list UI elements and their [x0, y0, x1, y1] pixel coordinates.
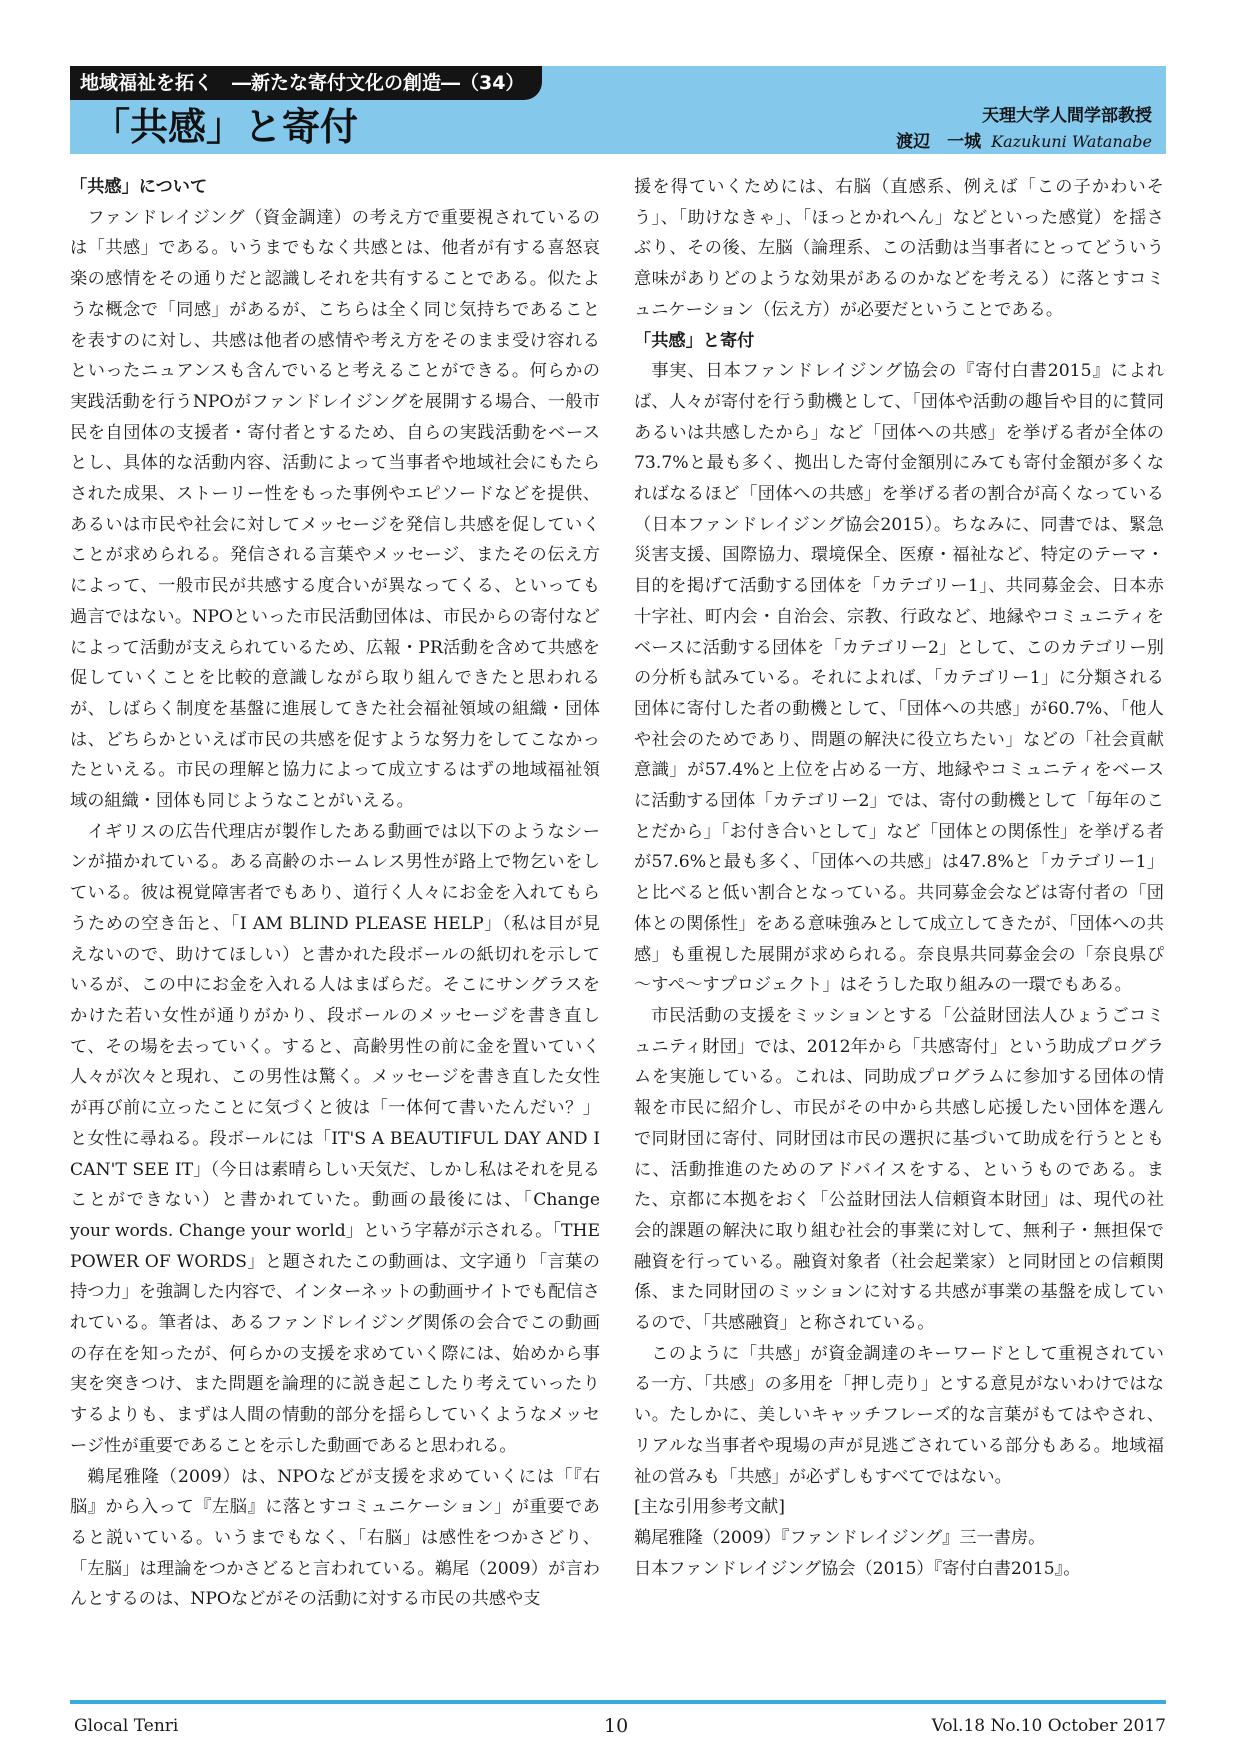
section-heading: 「共感」と寄付 — [634, 330, 755, 351]
paragraph: イギリスの広告代理店が製作したある動画では以下のようなシーンが描かれている。ある高齢のホームレス男性が路上で物乞いをしている。彼は視覚障害者でもあり、道行く人々にお金を入れてもらうための空き缶と、「I AM BLIND PLEASE HELP」（私は目が見えないので、助けてほしい）と書かれた段ボールの紙切れを示しているが、この中にお金を入れる人はまばらだ。そこにサングラスをかけた若い女性が通りがかり、段ボールのメッセージを書き直して、その場を去っていく。すると、高齢男性の前に金を置いていく人々が次々と現れ、この男性は驚く。メッセージを書き直した女性が再び前に立ったことに気づくと彼は「一体何て書いたんだい？」と女性に尋ねる。段ボールには「IT'S A BEAUTIFUL DAY AND I CAN'T SEE IT」（今日は素晴らしい天気だ、しかし私はそれを見ることができない）と書かれていた。動画の最後には、「Change your words. Change your world」という字幕が示される。「THE POWER OF WORDS」と題されたこの動画は、文字通り「言葉の持つ力」を強調した内容で、インターネットの動画サイトでも配信されている。筆者は、あるファンドレイジング関係の会合でこの動画の存在を知ったが、何らかの支援を求めていく際には、始めから事実を突きつけ、また問題を論理的に説き起こしたり考えていったりするよりも、まずは人間の情動的部分を揺らしていくようなメッセージ性が重要であることを示した動画であると思われる。 — [70, 821, 600, 1456]
paragraph: 事実、日本ファンドレイジング協会の『寄付白書2015』によれば、人々が寄付を行う動機として、「団体や活動の趣旨や目的に賛同あるいは共感したから」など「団体への共感」を挙げる者が全体の73.7%と最も多く、拠出した寄付金額別にみても寄付金額が多くなればなるほど「団体への共感」を挙げる者の割合が高くなっている（日本ファンドレイジング協会2015）。ちなみに、同書では、緊急災害支援、国際協力、環境保全、医療・福祉など、特定のテーマ・目的を掲げて活動する団体を「カテゴリー1」、共同募金会、日本赤十字社、町内会・自治会、宗教、行政など、地縁やコミュニティをベースに活動する団体を「カテゴリー2」として、このカテゴリー別の分析も試みている。それによれば、「カテゴリー1」に分類される団体に寄付した者の動機として、「団体への共感」が60.7%、「他人や社会のためであり、問題の解決に役立ちたい」などの「社会貢献意識」が57.4%と上位を占める一方、地縁やコミュニティをベースに活動する団体「カテゴリー2」では、寄付の動機として「毎年のことだから」「お付き合いとして」など「団体との関係性」を挙げる者が57.6%と最も多く、「団体への共感」は47.8%と「カテゴリー1」と比べると低い割合となっている。共同募金会などは寄付者の「団体との関係性」をある意味強みとして成立してきたが、「団体への共感」も重視した展開が求められる。奈良県共同募金会の「奈良県ぴ～すぺ～すプロジェクト」はそうした取り組みの一環でもある。 — [634, 361, 1164, 996]
author-block — [896, 104, 1152, 155]
left-column — [70, 172, 600, 1615]
author-name-line — [896, 129, 1152, 155]
author-name-en: Kazukuni Watanabe — [991, 132, 1152, 151]
paragraph: ファンドレイジング（資金調達）の考え方で重要視されているのは「共感」である。いうまでもなく共感とは、他者が有する喜怒哀楽の感情をその通りだと認識しそれを共有することである。似たような概念で「同感」があるが、こちらは全く同じ気持ちであることを表すのに対し、共感は他者の感情や考え方をそのまま受け容れるといったニュアンスも含んでいると考えることができる。何らかの実践活動を行うNPOがファンドレイジングを展開する場合、一般市民を自団体の支援者・寄付者とするため、自らの実践活動をベースとし、具体的な活動内容、活動によって当事者や地域社会にもたらされた成果、ストーリー性をもった事例やエピソードなどを提供、あるいは市民や社会に対してメッセージを発信し共感を促していくことが求められる。発信される言葉やメッセージ、またその伝え方によって、一般市民が共感する度合いが異なってくる、といっても過言ではない。NPOといった市民活動団体は、市民からの寄付などによって活動が支えられているため、広報・PR活動を含めて共感を促していくことを比較的意識しながら取り組んできたと思われるが、しばらく制度を基盤に進展してきた社会福祉領域の組織・団体は、どちらかといえば市民の共感を促すような努力をしてこなかったといえる。市民の理解と協力によって成立するはずの地域福祉領域の組織・団体も同じようなことがいえる。 — [70, 207, 600, 812]
section-heading: 「共感」について — [70, 177, 208, 197]
paragraph: 市民活動の支援をミッションとする「公益財団法人ひょうごコミュニティ財団」では、2012年から「共感寄付」という助成プログラムを実施している。これは、同助成プログラムに参加する団体の情報を市民に紹介し、市民がその中から共感し応援したい団体を選んで同財団に寄付、同財団は市民の選択に基づいて助成を行うとともに、活動推進のためのアドバイスをする、というものである。また、京都に本拠をおく「公益財団法人信頼資本財団」は、現代の社会的課題の解決に取り組む社会的事業に対して、無利子・無担保で融資を行っている。融資対象者（社会起業家）と同財団との信頼関係、また同財団のミッションに対する共感が事業の基盤を成しているので、「共感融資」と称されている。 — [634, 1005, 1164, 1334]
paragraph: 鵜尾雅隆（2009）は、NPOなどが支援を求めていくには「『右脳』から入って『左脳』に落とすコミュニケーション」が重要であると説いている。いうまでもなく、「右脳」は感性をつかさどり、「左脳」は理論をつかさどると言われている。鵜尾（2009）が言わんとするのは、NPOなどがその活動に対する市民の共感や支 — [70, 1466, 600, 1610]
reference-item: 日本ファンドレイジング協会（2015）『寄付白書2015』。 — [634, 1558, 1081, 1579]
references-heading: [主な引用参考文献] — [634, 1497, 785, 1518]
reference-item: 鵜尾雅隆（2009）『ファンドレイジング』三一書房。 — [634, 1527, 1046, 1548]
page-number: 10 — [604, 1715, 629, 1737]
paragraph-continued: 援を得ていくためには、右脳（直感系、例えば「この子かわいそう」、「助けなきゃ」、「ほっとかれへん」などといった感覚）を揺さぶり、その後、左脳（論理系、この活動は当事者にとってどういう意味がありどのような効果があるのかなどを考える）に落とすコミュニケーション（伝え方）が必要だということである。 — [634, 177, 1164, 320]
issue-info: Vol.18 No.10 October 2017 — [931, 1716, 1166, 1736]
footer-rule — [70, 1700, 1166, 1704]
author-name-ja: 渡辺 一城 — [896, 132, 982, 152]
paragraph: このように「共感」が資金調達のキーワードとして重視されている一方、「共感」の多用を「押し売り」とする意見がないわけではない。たしかに、美しいキャッチフレーズ的な言葉がもてはやされ、リアルな当事者や現場の声が見逃ごされている部分もある。地域福祉の営みも「共感」が必ずしもすべてではない。 — [634, 1343, 1164, 1487]
article-title: 「共感」と寄付 — [92, 105, 359, 149]
series-title: 地域福祉を拓く ―新たな寄付文化の創造―（34） — [70, 66, 542, 100]
author-affiliation: 天理大学人間学部教授 — [982, 106, 1152, 126]
right-column — [634, 172, 1164, 1584]
article-header — [70, 66, 1166, 154]
publication-name: Glocal Tenri — [74, 1716, 179, 1736]
